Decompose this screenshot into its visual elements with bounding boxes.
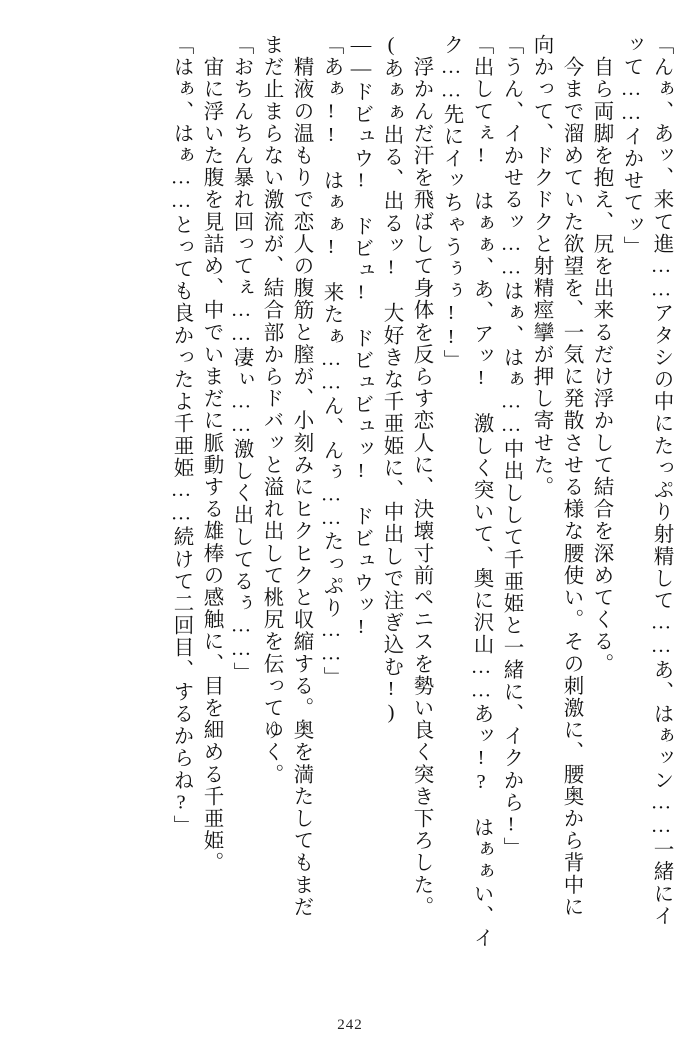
text-line: 「あぁ!! はぁぁ! 来たぁ……ん、んぅ……たっぷり……」 xyxy=(320,34,342,689)
text-line: 「んぁ、あッ、来て進……アタシの中にたっぷり射精して……あ、はぁッン……一緒にイ xyxy=(650,34,672,927)
text-line: 「うん、イかせるッ……はぁ、はぁ……中出しして千亜姫と一緒に、イクから!」 xyxy=(500,34,522,860)
text-line: 浮かんだ汗を飛ばして身体を反らす恋人に、決壊寸前ペニスを勢い良く突き下ろした。 xyxy=(410,34,432,918)
vertical-text-block xyxy=(24,34,676,979)
text-line: 自ら両脚を抱え、尻を出来るだけ浮かして結合を深めてくる。 xyxy=(590,34,612,675)
text-line: 向かって、ドクドクと射精痙攣が押し寄せた。 xyxy=(530,34,552,499)
text-line: 精液の温もりで恋人の腹筋と膣が、小刻みにヒクヒクと収縮する。奥を満たしてもまだ xyxy=(290,34,312,918)
text-line: ッて……イかせてッ」 xyxy=(620,34,642,258)
text-line: 宙に浮いた腹を見詰め、中でいまだに脈動する雄棒の感触に、目を細める千亜姫。 xyxy=(200,34,222,874)
page-number: 242 xyxy=(337,1017,363,1033)
text-line: 「おちんちん暴れ回ってぇ……凄ぃ……激しく出してるぅ……」 xyxy=(230,34,252,684)
text-line: まだ止まらない激流が、結合部からドバッと溢れ出して桃尻を伝ってゆく。 xyxy=(260,34,282,786)
text-line: 「はぁ、はぁ……とっても良かったよ千亜姫……続けて二回目、するからね?」 xyxy=(170,34,192,838)
text-line: 「出してぇ! はぁぁ、あ、アッ! 激しく突いて、奥に沢山……あッ!? はぁぁい、イ xyxy=(470,34,492,950)
text-line: ――ドビュウ! ドビュ! ドビュビュッ! ドビュウッ! xyxy=(350,34,372,640)
text-line: (あぁぁ出る、出るッ! 大好きな千亜姫に、中出しで注ぎ込む!) xyxy=(380,34,402,726)
text-line: 今まで溜めていた欲望を、一気に発散させる様な腰使い。その刺激に、腰奥から背中に xyxy=(560,34,582,918)
text-line: ク……先にイッちゃうぅぅ!!」 xyxy=(440,34,462,372)
